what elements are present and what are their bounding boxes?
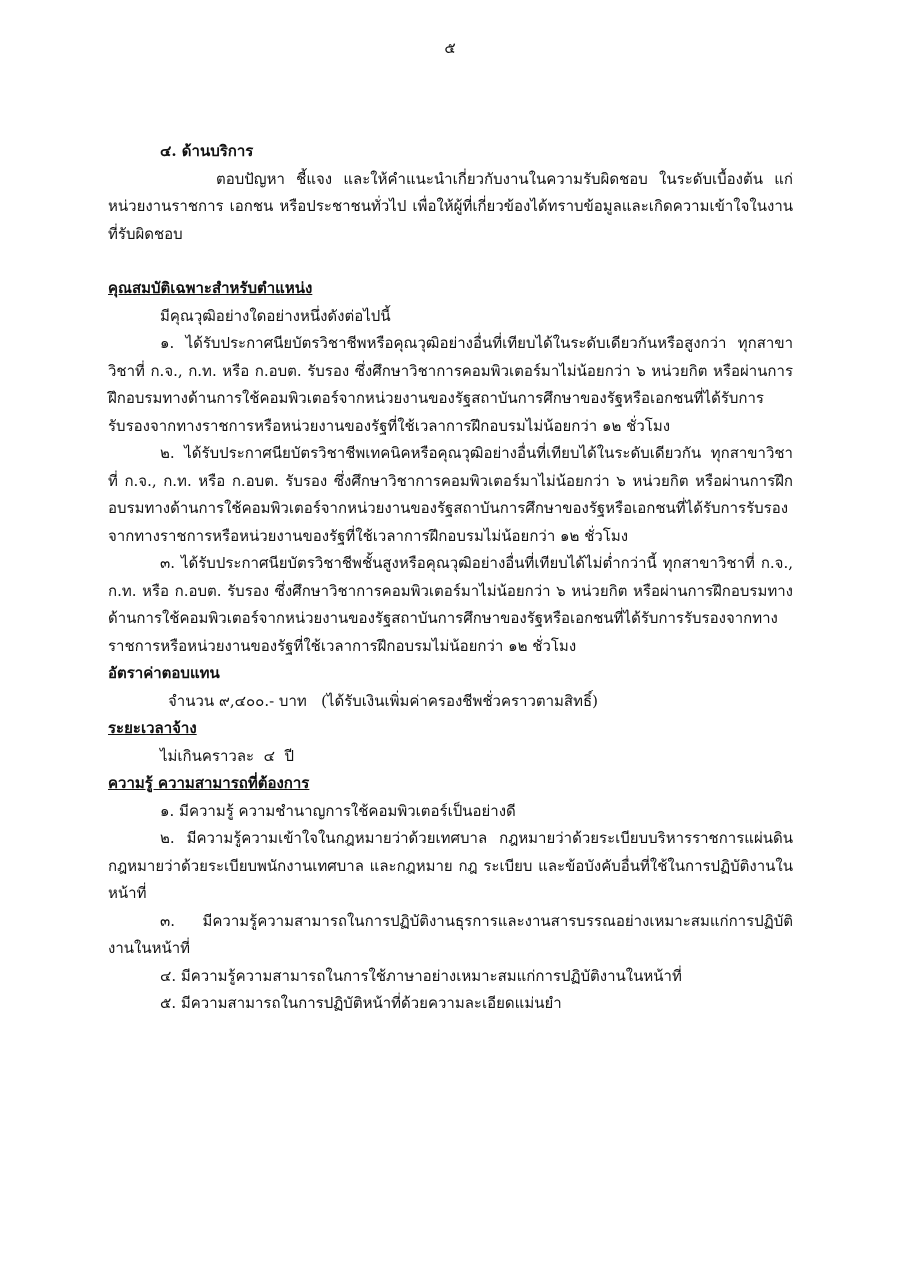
qualifications-intro: มีคุณวุฒิอย่างใดอย่างหนึ่งดังต่อไปนี้ (160, 306, 391, 325)
page-number: ๕ (444, 39, 456, 57)
compensation-amount: จำนวน ๙,๔๐๐.- บาท (ได้รับเงินเพิ่มค่าครองชีพชั่วคราวตามสิทธิ์) (168, 691, 598, 710)
skill-item-4: ๔. มีความรู้ความสามารถในการใช้ภาษาอย่างเหมาะสมแก่การปฏิบัติงานในหน้าที่ (160, 966, 682, 985)
document-body (108, 138, 793, 1018)
spacer (108, 248, 793, 275)
section-4-body: ตอบปัญหา ชี้แจง และให้คำแนะนำเกี่ยวกับงานในความรับผิดชอบ ในระดับเบื้องต้น แก่หน่วยงานราชการ เอกชน หรือประชาชนทั่วไป เพื่อให้ผู้ที่เกี่ยวข้องได้ทราบข้อมูลและเกิดความเข้าใจในงานที่รับผิดชอบ (108, 169, 793, 243)
employment-period-heading: ระยะเวลาจ้าง (108, 719, 197, 737)
section-4-heading: ๔. ด้านบริการ (160, 142, 254, 160)
compensation-heading: อัตราค่าตอบแทน (108, 664, 220, 682)
qualifications-heading: คุณสมบัติเฉพาะสำหรับตำแหน่ง (108, 279, 313, 297)
skill-item-5: ๕. มีความสามารถในการปฏิบัติหน้าที่ด้วยความละเอียดแม่นยำ (160, 994, 562, 1012)
skills-heading: ความรู้ ความสามารถที่ต้องการ (108, 774, 310, 792)
skill-item-3: ๓. มีความรู้ความสามารถในการปฏิบัติงานธุรการและงานสารบรรณอย่างเหมาะสมแก่การปฏิบัติงานในหน้าที่ (108, 911, 793, 957)
skill-item-1: ๑. มีความรู้ ความชำนาญการใช้คอมพิวเตอร์เป็นอย่างดี (160, 801, 516, 820)
employment-period-text: ไม่เกินคราวละ ๔ ปี (160, 746, 295, 765)
qualification-item-1: ๑. ได้รับประกาศนียบัตรวิชาชีพหรือคุณวุฒิอย่างอื่นที่เทียบได้ในระดับเดียวกันหรือสูงกว่า ทุกสาขาวิชาที่ ก.จ., ก.ท. หรือ ก.อบต. รับรอง ซึ่งศึกษาวิชาการคอมพิวเตอร์มาไม่น้อยกว่า ๖ หน่วยกิต หรือผ่านการฝึกอบรมทางด้านการใช้คอมพิวเตอร์จากหน่วยงานของรัฐสถาบันการศึกษาของรัฐหรือเอกชนที่ได้รับการรับรองจากทางราชการหรือหน่วยงานของรัฐที่ใช้เวลาการฝึกอบรมไม่น้อยกว่า ๑๒ ชั่วโมง (108, 334, 793, 435)
qualification-item-3: ๓. ได้รับประกาศนียบัตรวิชาชีพชั้นสูงหรือคุณวุฒิอย่างอื่นที่เทียบได้ไม่ต่ำกว่านี้ ทุกสาขาวิชาที่ ก.จ., ก.ท. หรือ ก.อบต. รับรอง ซึ่งศึกษาวิชาการคอมพิวเตอร์มาไม่น้อยกว่า ๖ หน่วยกิต หรือผ่านการฝึกอบรมทางด้านการใช้คอมพิวเตอร์จากหน่วยงานของรัฐสถาบันการศึกษาของรัฐหรือเอกชนที่ได้รับการรับรองจากทางราชการหรือหน่วยงานของรัฐที่ใช้เวลาการฝึกอบรมไม่น้อยกว่า ๑๒ ชั่วโมง (108, 554, 793, 655)
qualification-item-2: ๒. ได้รับประกาศนียบัตรวิชาชีพเทคนิคหรือคุณวุฒิอย่างอื่นที่เทียบได้ในระดับเดียวกัน ทุกสาขาวิชาที่ ก.จ., ก.ท. หรือ ก.อบต. รับรอง ซึ่งศึกษาวิชาการคอมพิวเตอร์มาไม่น้อยกว่า ๖ หน่วยกิต หรือผ่านการฝึกอบรมทางด้านการใช้คอมพิวเตอร์จากหน่วยงานของรัฐสถาบันการศึกษาของรัฐหรือเอกชนที่ได้รับการรับรองจากทางราชการหรือหน่วยงานของรัฐที่ใช้เวลาการฝึกอบรมไม่น้อยกว่า ๑๒ ชั่วโมง (108, 444, 793, 545)
skill-item-2: ๒. มีความรู้ความเข้าใจในกฎหมายว่าด้วยเทศบาล กฎหมายว่าด้วยระเบียบบริหารราชการแผ่นดิน กฎหมายว่าด้วยระเบียบพนักงานเทศบาล และกฎหมาย กฎ ระเบียบ และข้อบังคับอื่นที่ใช้ในการปฏิบัติงานในหน้าที่ (108, 829, 793, 902)
